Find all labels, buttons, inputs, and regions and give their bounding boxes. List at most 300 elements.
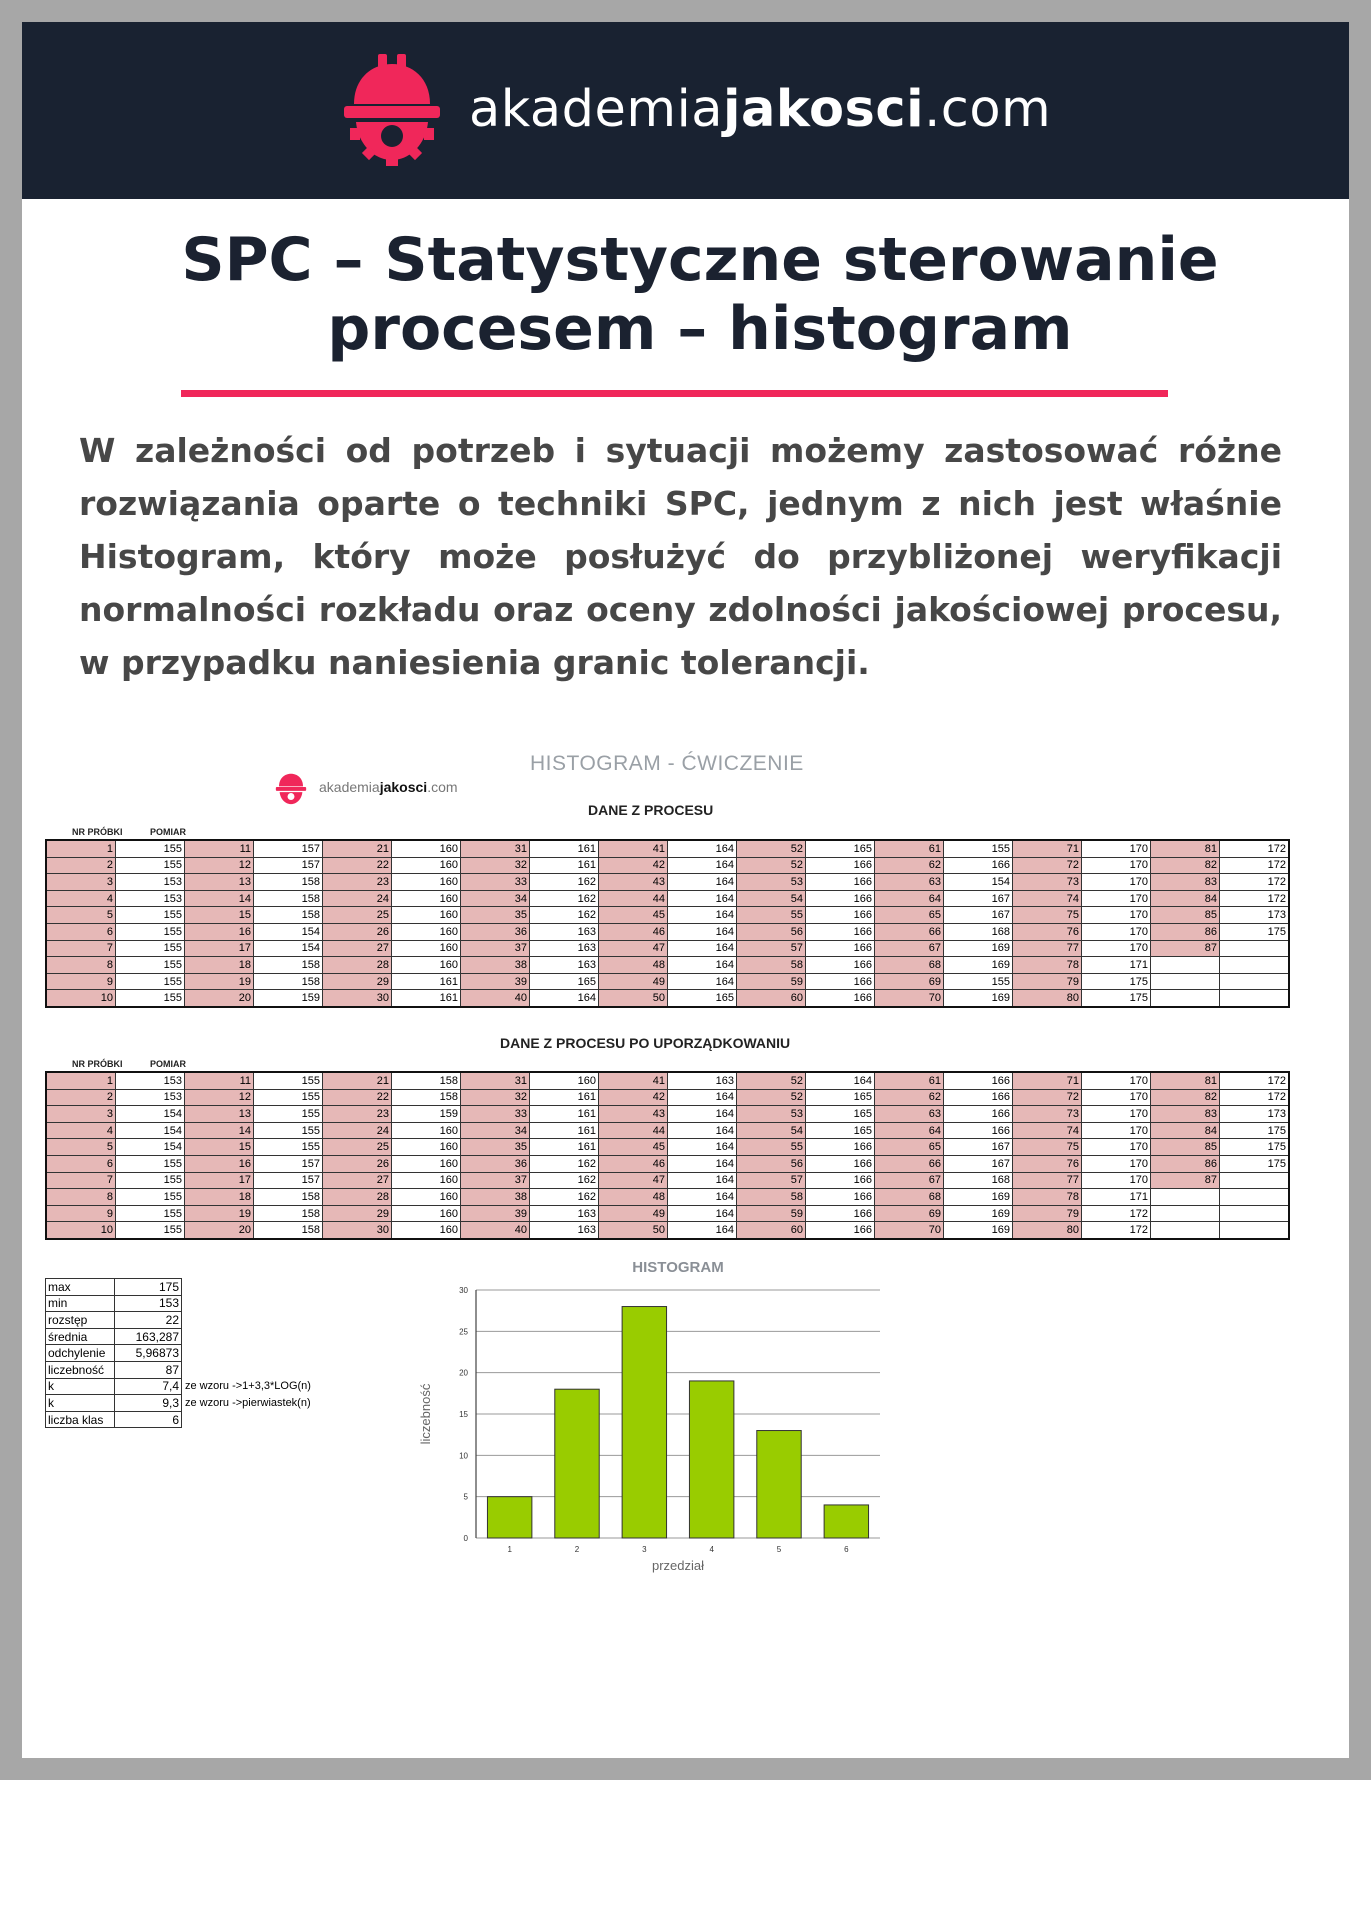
x-tick-label: 4 <box>709 1545 714 1554</box>
measurement-cell: 161 <box>530 857 599 874</box>
sample-number-cell: 7 <box>46 1172 116 1189</box>
measurement-cell: 166 <box>944 857 1013 874</box>
sample-number-cell: 12 <box>185 857 254 874</box>
sample-number-cell: 60 <box>737 1222 806 1239</box>
sample-number-cell: 1 <box>46 1072 116 1089</box>
sample-number-cell: 37 <box>461 940 530 957</box>
sample-number-cell: 15 <box>185 1139 254 1156</box>
y-tick-label: 10 <box>459 1451 468 1461</box>
stat-label: rozstęp <box>46 1312 115 1329</box>
sample-number-cell: 83 <box>1151 1106 1220 1123</box>
sample-number-cell: 55 <box>737 1139 806 1156</box>
y-tick-label: 5 <box>463 1492 468 1502</box>
measurement-cell: 158 <box>254 907 323 924</box>
measurement-cell: 172 <box>1220 840 1290 857</box>
table-row <box>46 923 1289 940</box>
sample-number-cell: 83 <box>1151 874 1220 891</box>
measurement-cell: 173 <box>1220 1106 1290 1123</box>
measurement-cell: 157 <box>254 857 323 874</box>
sample-number-cell: 68 <box>875 1189 944 1206</box>
sample-number-cell: 46 <box>599 923 668 940</box>
sample-number-cell: 44 <box>599 890 668 907</box>
stat-row <box>46 1361 314 1378</box>
measurement-cell: 164 <box>668 907 737 924</box>
sample-number-cell: 73 <box>1013 874 1082 891</box>
raw-col-nr-header: NR PRÓBKI <box>72 827 123 837</box>
measurement-cell: 168 <box>944 923 1013 940</box>
raw-data-title: DANE Z PROCESU <box>588 802 714 818</box>
histogram-bar <box>622 1307 666 1538</box>
measurement-cell: 155 <box>254 1122 323 1139</box>
sample-number-cell: 13 <box>185 874 254 891</box>
sample-number-cell: 63 <box>875 1106 944 1123</box>
sample-number-cell: 31 <box>461 840 530 857</box>
sample-number-cell: 15 <box>185 907 254 924</box>
sample-number-cell: 6 <box>46 1155 116 1172</box>
measurement-cell: 165 <box>668 990 737 1007</box>
sample-number-cell: 52 <box>737 1089 806 1106</box>
measurement-cell: 169 <box>944 1189 1013 1206</box>
sample-number-cell: 35 <box>461 907 530 924</box>
sample-number-cell: 8 <box>46 1189 116 1206</box>
stat-note <box>182 1345 314 1362</box>
sample-number-cell <box>1151 990 1220 1007</box>
measurement-cell: 166 <box>806 1205 875 1222</box>
measurement-cell: 155 <box>254 1139 323 1156</box>
sample-number-cell: 36 <box>461 923 530 940</box>
measurement-cell: 161 <box>392 990 461 1007</box>
measurement-cell: 175 <box>1220 923 1290 940</box>
measurement-cell: 155 <box>116 973 185 990</box>
sample-number-cell: 73 <box>1013 1106 1082 1123</box>
sample-number-cell: 86 <box>1151 923 1220 940</box>
measurement-cell: 166 <box>806 1222 875 1239</box>
table-row <box>46 874 1289 891</box>
sample-number-cell: 54 <box>737 890 806 907</box>
measurement-cell: 153 <box>116 890 185 907</box>
measurement-cell: 164 <box>668 1189 737 1206</box>
sample-number-cell: 45 <box>599 907 668 924</box>
sample-number-cell: 52 <box>737 1072 806 1089</box>
measurement-cell: 172 <box>1220 1072 1290 1089</box>
chart-title: HISTOGRAM <box>632 1259 724 1276</box>
measurement-cell: 166 <box>806 1139 875 1156</box>
sample-number-cell: 70 <box>875 1222 944 1239</box>
sample-number-cell: 17 <box>185 1172 254 1189</box>
sample-number-cell: 9 <box>46 1205 116 1222</box>
measurement-cell: 166 <box>806 990 875 1007</box>
stat-row <box>46 1295 314 1312</box>
measurement-cell: 158 <box>254 1205 323 1222</box>
sample-number-cell: 39 <box>461 973 530 990</box>
sample-number-cell: 40 <box>461 1222 530 1239</box>
stat-note <box>182 1411 314 1428</box>
measurement-cell: 165 <box>806 1089 875 1106</box>
measurement-cell: 160 <box>392 923 461 940</box>
stat-row <box>46 1328 314 1345</box>
sample-number-cell: 14 <box>185 890 254 907</box>
measurement-cell: 154 <box>254 923 323 940</box>
sample-number-cell: 85 <box>1151 1139 1220 1156</box>
measurement-cell: 155 <box>116 907 185 924</box>
measurement-cell: 158 <box>254 1189 323 1206</box>
table-row <box>46 940 1289 957</box>
table-row <box>46 1172 1289 1189</box>
x-axis-label: przedział <box>651 1558 705 1573</box>
measurement-cell: 172 <box>1220 1089 1290 1106</box>
measurement-cell: 164 <box>668 874 737 891</box>
page-title <box>0 226 1371 364</box>
helmet-gear-logo-icon <box>340 52 444 166</box>
sample-number-cell: 74 <box>1013 1122 1082 1139</box>
sample-number-cell: 34 <box>461 1122 530 1139</box>
measurement-cell: 166 <box>944 1089 1013 1106</box>
measurement-cell: 155 <box>116 1205 185 1222</box>
sample-number-cell: 58 <box>737 957 806 974</box>
sample-number-cell: 85 <box>1151 907 1220 924</box>
measurement-cell: 163 <box>530 940 599 957</box>
stat-value: 7,4 <box>115 1378 182 1395</box>
stat-label: k <box>46 1395 115 1412</box>
sample-number-cell: 67 <box>875 1172 944 1189</box>
sample-number-cell: 28 <box>323 1189 392 1206</box>
stat-value: 153 <box>115 1295 182 1312</box>
sample-number-cell: 5 <box>46 907 116 924</box>
table-row <box>46 1139 1289 1156</box>
measurement-cell: 153 <box>116 874 185 891</box>
stat-label: min <box>46 1295 115 1312</box>
measurement-cell: 160 <box>392 957 461 974</box>
sample-number-cell: 32 <box>461 1089 530 1106</box>
sample-number-cell: 39 <box>461 1205 530 1222</box>
measurement-cell: 163 <box>530 1205 599 1222</box>
measurement-cell: 166 <box>806 923 875 940</box>
x-tick-label: 6 <box>844 1545 849 1554</box>
measurement-cell: 155 <box>116 1172 185 1189</box>
sample-number-cell: 42 <box>599 1089 668 1106</box>
measurement-cell: 170 <box>1082 907 1151 924</box>
sample-number-cell: 56 <box>737 1155 806 1172</box>
sample-number-cell: 42 <box>599 857 668 874</box>
measurement-cell: 157 <box>254 1155 323 1172</box>
measurement-cell: 160 <box>530 1072 599 1089</box>
measurement-cell: 162 <box>530 1189 599 1206</box>
sample-number-cell: 29 <box>323 973 392 990</box>
measurement-cell: 160 <box>392 1155 461 1172</box>
table-row <box>46 1205 1289 1222</box>
measurement-cell: 172 <box>1082 1222 1151 1239</box>
measurement-cell: 170 <box>1082 940 1151 957</box>
measurement-cell <box>1220 1222 1290 1239</box>
stat-note <box>182 1279 314 1296</box>
measurement-cell: 175 <box>1220 1155 1290 1172</box>
measurement-cell: 160 <box>392 874 461 891</box>
sample-number-cell: 75 <box>1013 1139 1082 1156</box>
measurement-cell: 155 <box>116 840 185 857</box>
sample-number-cell: 2 <box>46 857 116 874</box>
sample-number-cell: 52 <box>737 840 806 857</box>
sample-number-cell <box>1151 957 1220 974</box>
sample-number-cell: 79 <box>1013 1205 1082 1222</box>
histogram-bar <box>689 1381 733 1538</box>
y-tick-label: 15 <box>459 1410 468 1419</box>
sample-number-cell <box>1151 1189 1220 1206</box>
sample-number-cell: 64 <box>875 890 944 907</box>
sample-number-cell: 18 <box>185 1189 254 1206</box>
sample-number-cell: 60 <box>737 990 806 1007</box>
measurement-cell: 170 <box>1082 1155 1151 1172</box>
stat-label: liczebność <box>46 1361 115 1378</box>
raw-data-table <box>45 839 1290 1008</box>
measurement-cell: 175 <box>1082 973 1151 990</box>
sample-number-cell: 11 <box>185 840 254 857</box>
sample-number-cell: 81 <box>1151 840 1220 857</box>
y-axis-label: liczebność <box>418 1383 433 1445</box>
sample-number-cell: 61 <box>875 840 944 857</box>
measurement-cell: 155 <box>116 940 185 957</box>
measurement-cell: 166 <box>806 940 875 957</box>
measurement-cell: 163 <box>530 923 599 940</box>
stat-note <box>182 1361 314 1378</box>
sample-number-cell: 53 <box>737 1106 806 1123</box>
measurement-cell: 159 <box>392 1106 461 1123</box>
sample-number-cell: 27 <box>323 940 392 957</box>
sample-number-cell: 41 <box>599 840 668 857</box>
measurement-cell: 155 <box>254 1089 323 1106</box>
sample-number-cell: 21 <box>323 1072 392 1089</box>
sample-number-cell: 71 <box>1013 840 1082 857</box>
histogram-bar <box>487 1497 531 1538</box>
sample-number-cell: 3 <box>46 874 116 891</box>
measurement-cell: 166 <box>944 1106 1013 1123</box>
measurement-cell: 155 <box>254 1106 323 1123</box>
measurement-cell: 170 <box>1082 874 1151 891</box>
measurement-cell: 165 <box>806 1122 875 1139</box>
measurement-cell: 166 <box>806 1189 875 1206</box>
sample-number-cell: 1 <box>46 840 116 857</box>
stat-row <box>46 1378 314 1395</box>
measurement-cell <box>1220 990 1290 1007</box>
measurement-cell: 158 <box>392 1072 461 1089</box>
measurement-cell: 164 <box>806 1072 875 1089</box>
sample-number-cell: 63 <box>875 874 944 891</box>
measurement-cell: 169 <box>944 990 1013 1007</box>
sample-number-cell: 86 <box>1151 1155 1220 1172</box>
sample-number-cell: 78 <box>1013 1189 1082 1206</box>
brand-name: akademiajakosci.com <box>469 80 1052 139</box>
measurement-cell: 155 <box>116 957 185 974</box>
measurement-cell: 160 <box>392 857 461 874</box>
measurement-cell: 164 <box>668 957 737 974</box>
measurement-cell: 160 <box>392 1139 461 1156</box>
measurement-cell: 173 <box>1220 907 1290 924</box>
sample-number-cell: 69 <box>875 973 944 990</box>
sample-number-cell: 47 <box>599 1172 668 1189</box>
sample-number-cell: 4 <box>46 1122 116 1139</box>
measurement-cell: 164 <box>668 890 737 907</box>
statistics-table <box>45 1278 314 1428</box>
measurement-cell: 159 <box>254 990 323 1007</box>
measurement-cell: 163 <box>530 1222 599 1239</box>
sample-number-cell: 38 <box>461 1189 530 1206</box>
sample-number-cell: 10 <box>46 1222 116 1239</box>
measurement-cell: 158 <box>254 1222 323 1239</box>
measurement-cell: 166 <box>806 1172 875 1189</box>
measurement-cell: 164 <box>668 840 737 857</box>
measurement-cell: 164 <box>668 923 737 940</box>
table-row <box>46 890 1289 907</box>
sample-number-cell: 24 <box>323 890 392 907</box>
measurement-cell: 160 <box>392 1172 461 1189</box>
measurement-cell: 155 <box>116 1155 185 1172</box>
sample-number-cell: 74 <box>1013 890 1082 907</box>
measurement-cell: 172 <box>1082 1205 1151 1222</box>
sample-number-cell: 64 <box>875 1122 944 1139</box>
sample-number-cell: 80 <box>1013 1222 1082 1239</box>
histogram-chart <box>400 1248 920 1578</box>
sample-number-cell: 25 <box>323 907 392 924</box>
measurement-cell: 164 <box>530 990 599 1007</box>
histogram-bar <box>555 1389 599 1538</box>
sorted-col-nr-header: NR PRÓBKI <box>72 1059 123 1069</box>
measurement-cell: 161 <box>530 840 599 857</box>
measurement-cell: 170 <box>1082 857 1151 874</box>
measurement-cell <box>1220 940 1290 957</box>
sorted-col-pomiar-header: POMIAR <box>150 1059 186 1069</box>
sample-number-cell: 23 <box>323 874 392 891</box>
sorted-data-table <box>45 1071 1290 1240</box>
stat-row <box>46 1312 314 1329</box>
measurement-cell: 161 <box>530 1122 599 1139</box>
sample-number-cell: 57 <box>737 1172 806 1189</box>
measurement-cell: 175 <box>1082 990 1151 1007</box>
sample-number-cell: 71 <box>1013 1072 1082 1089</box>
sample-number-cell: 48 <box>599 957 668 974</box>
sample-number-cell: 58 <box>737 1189 806 1206</box>
sample-number-cell: 3 <box>46 1106 116 1123</box>
measurement-cell: 172 <box>1220 857 1290 874</box>
stat-note <box>182 1328 314 1345</box>
sample-number-cell: 12 <box>185 1089 254 1106</box>
stat-label: odchylenie <box>46 1345 115 1362</box>
sample-number-cell: 59 <box>737 1205 806 1222</box>
measurement-cell: 166 <box>806 973 875 990</box>
measurement-cell: 163 <box>668 1072 737 1089</box>
table-row <box>46 957 1289 974</box>
histogram-bar <box>824 1505 868 1538</box>
sample-number-cell <box>1151 973 1220 990</box>
measurement-cell: 164 <box>668 1172 737 1189</box>
sample-number-cell: 62 <box>875 857 944 874</box>
sample-number-cell: 59 <box>737 973 806 990</box>
measurement-cell: 164 <box>668 1155 737 1172</box>
measurement-cell: 154 <box>116 1122 185 1139</box>
intro-paragraph: W zależności od potrzeb i sytuacji możemy zastosować różne rozwiązania oparte o techniki SPC, jednym z nich jest właśnie Histogram, który może posłużyć do przybliżonej weryfikacji normalności rozkładu oraz oceny zdolności jakościowej procesu, w przypadku naniesienia granic tolerancji. <box>79 431 1282 682</box>
sample-number-cell: 17 <box>185 940 254 957</box>
stat-value: 22 <box>115 1312 182 1329</box>
measurement-cell: 158 <box>392 1089 461 1106</box>
measurement-cell: 160 <box>392 840 461 857</box>
sample-number-cell: 78 <box>1013 957 1082 974</box>
measurement-cell <box>1220 1189 1290 1206</box>
x-tick-label: 1 <box>507 1545 512 1554</box>
measurement-cell: 169 <box>944 940 1013 957</box>
sample-number-cell: 69 <box>875 1205 944 1222</box>
measurement-cell: 169 <box>944 957 1013 974</box>
title-underline <box>181 390 1168 397</box>
sample-number-cell: 11 <box>185 1072 254 1089</box>
measurement-cell: 170 <box>1082 1139 1151 1156</box>
measurement-cell: 170 <box>1082 1122 1151 1139</box>
table-row <box>46 1222 1289 1239</box>
measurement-cell: 164 <box>668 857 737 874</box>
measurement-cell: 160 <box>392 1122 461 1139</box>
measurement-cell: 162 <box>530 907 599 924</box>
measurement-cell: 166 <box>806 957 875 974</box>
measurement-cell: 170 <box>1082 1106 1151 1123</box>
measurement-cell: 166 <box>806 890 875 907</box>
sample-number-cell: 24 <box>323 1122 392 1139</box>
sample-number-cell: 18 <box>185 957 254 974</box>
measurement-cell: 155 <box>944 973 1013 990</box>
stat-value: 163,287 <box>115 1328 182 1345</box>
measurement-cell: 172 <box>1220 874 1290 891</box>
sample-number-cell: 30 <box>323 1222 392 1239</box>
sample-number-cell: 27 <box>323 1172 392 1189</box>
sample-number-cell: 50 <box>599 990 668 1007</box>
stat-label: średnia <box>46 1328 115 1345</box>
measurement-cell: 154 <box>944 874 1013 891</box>
histogram-bar <box>757 1431 801 1538</box>
sample-number-cell: 49 <box>599 973 668 990</box>
stat-value: 9,3 <box>115 1395 182 1412</box>
measurement-cell: 155 <box>254 1072 323 1089</box>
sample-number-cell: 33 <box>461 1106 530 1123</box>
sample-number-cell: 45 <box>599 1139 668 1156</box>
sample-number-cell: 72 <box>1013 1089 1082 1106</box>
stat-value: 5,96873 <box>115 1345 182 1362</box>
sample-number-cell: 57 <box>737 940 806 957</box>
sample-number-cell: 56 <box>737 923 806 940</box>
sample-number-cell: 67 <box>875 940 944 957</box>
sample-number-cell: 10 <box>46 990 116 1007</box>
sample-number-cell: 31 <box>461 1072 530 1089</box>
table-row <box>46 990 1289 1007</box>
measurement-cell: 172 <box>1220 890 1290 907</box>
mini-brand-name: akademiajakosci.com <box>319 779 458 795</box>
measurement-cell: 158 <box>254 890 323 907</box>
measurement-cell: 155 <box>116 1189 185 1206</box>
header-bar <box>22 22 1349 199</box>
stat-note <box>182 1295 314 1312</box>
sample-number-cell: 84 <box>1151 890 1220 907</box>
sample-number-cell: 82 <box>1151 1089 1220 1106</box>
measurement-cell: 167 <box>944 1155 1013 1172</box>
measurement-cell: 164 <box>668 1222 737 1239</box>
sample-number-cell: 7 <box>46 940 116 957</box>
stat-value: 175 <box>115 1279 182 1296</box>
measurement-cell: 161 <box>530 1089 599 1106</box>
measurement-cell: 158 <box>254 973 323 990</box>
sample-number-cell: 70 <box>875 990 944 1007</box>
sample-number-cell: 13 <box>185 1106 254 1123</box>
sample-number-cell: 4 <box>46 890 116 907</box>
sorted-data-title: DANE Z PROCESU PO UPORZĄDKOWANIU <box>500 1035 791 1051</box>
measurement-cell: 166 <box>806 1155 875 1172</box>
table-row <box>46 857 1289 874</box>
measurement-cell: 166 <box>806 907 875 924</box>
measurement-cell: 166 <box>806 857 875 874</box>
